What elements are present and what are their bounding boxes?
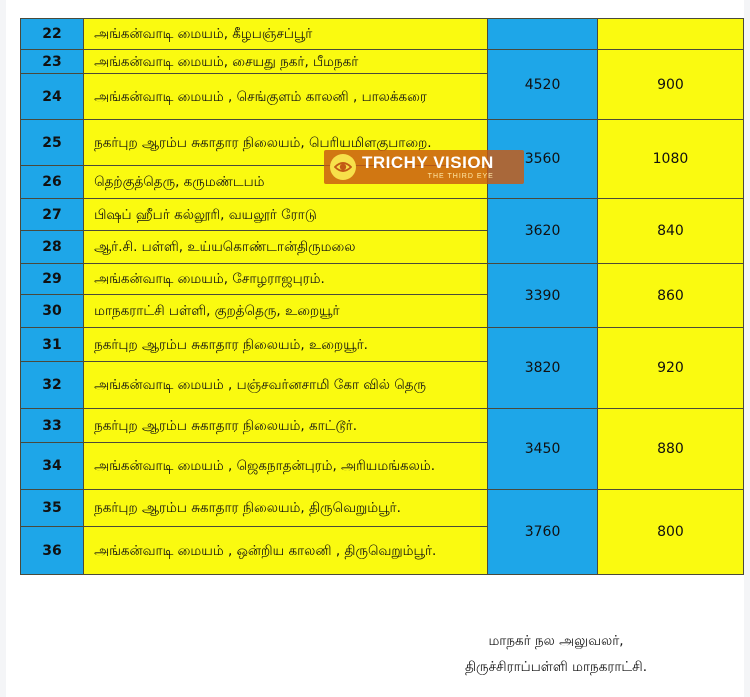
serial-number: 29 xyxy=(21,264,84,295)
signature-block xyxy=(426,628,686,680)
table-row xyxy=(21,490,744,527)
location-cell: அங்கன்வாடி மையம் , பஞ்சவர்னசாமி கோ வில் தெரு xyxy=(84,362,488,409)
serial-number: 22 xyxy=(21,19,84,50)
serial-number: 24 xyxy=(21,74,84,120)
location-cell: மாநகராட்சி பள்ளி, குறத்தெரு, உறையூர் xyxy=(84,295,488,328)
serial-number: 34 xyxy=(21,443,84,490)
watermark-tagline: THE THIRD EYE xyxy=(427,172,494,180)
location-cell: நகர்புற ஆரம்ப சுகாதார நிலையம், உறையூர். xyxy=(84,328,488,362)
value-cell-secondary: 1080 xyxy=(597,120,743,199)
value-cell-primary: 3620 xyxy=(488,199,598,264)
value-cell-primary: 3560 xyxy=(488,120,598,199)
table-row xyxy=(21,199,744,231)
value-cell-secondary: 800 xyxy=(597,490,743,575)
value-cell-secondary: 840 xyxy=(597,199,743,264)
signature-designation: மாநகர் நல அலுவலர், xyxy=(488,633,624,649)
serial-number: 36 xyxy=(21,527,84,575)
serial-number: 27 xyxy=(21,199,84,231)
location-cell: அங்கன்வாடி மையம் , ஒன்றிய காலனி , திருவெறும்பூர். xyxy=(84,527,488,575)
value-cell-secondary xyxy=(597,19,743,50)
watermark-title: TRICHY VISION xyxy=(362,152,494,172)
location-cell: தெற்குத்தெரு, கருமண்டபம் xyxy=(84,166,488,199)
value-cell-primary: 3450 xyxy=(488,409,598,490)
value-cell-primary: 4520 xyxy=(488,50,598,120)
table-row xyxy=(21,19,744,50)
serial-number: 31 xyxy=(21,328,84,362)
location-cell: நகர்புற ஆரம்ப சுகாதார நிலையம், திருவெறும்பூர். xyxy=(84,490,488,527)
serial-number: 35 xyxy=(21,490,84,527)
document-page xyxy=(6,0,744,697)
location-cell: பிஷப் ஹீபர் கல்லூரி, வயலூர் ரோடு xyxy=(84,199,488,231)
value-cell-primary xyxy=(488,19,598,50)
location-cell: ஆர்.சி. பள்ளி, உய்யகொண்டான்திருமலை xyxy=(84,231,488,264)
value-cell-secondary: 880 xyxy=(597,409,743,490)
serial-number: 33 xyxy=(21,409,84,443)
serial-number: 32 xyxy=(21,362,84,409)
value-cell-primary: 3820 xyxy=(488,328,598,409)
value-cell-secondary: 920 xyxy=(597,328,743,409)
serial-number: 26 xyxy=(21,166,84,199)
table-row xyxy=(21,50,744,74)
serial-number: 23 xyxy=(21,50,84,74)
table-row xyxy=(21,264,744,295)
value-cell-secondary: 900 xyxy=(597,50,743,120)
location-cell: அங்கன்வாடி மையம் , செங்குளம் காலனி , பாலக்கரை xyxy=(84,74,488,120)
watermark-text xyxy=(362,154,494,181)
value-cell-primary: 3390 xyxy=(488,264,598,328)
serial-number: 25 xyxy=(21,120,84,166)
watermark-logo xyxy=(324,150,524,184)
location-cell: அங்கன்வாடி மையம், சையது நகர், பீமநகர் xyxy=(84,50,488,74)
location-cell: நகர்புற ஆரம்ப சுகாதார நிலையம், காட்டூர். xyxy=(84,409,488,443)
location-cell: நகர்புற ஆரம்ப சுகாதார நிலையம், பெரியமிளகுபாறை. xyxy=(84,120,488,166)
value-cell-primary: 3760 xyxy=(488,490,598,575)
serial-number: 28 xyxy=(21,231,84,264)
signature-office: திருச்சிராப்பள்ளி மாநகராட்சி. xyxy=(465,659,647,675)
serial-number: 30 xyxy=(21,295,84,328)
location-cell: அங்கன்வாடி மையம், கீழபஞ்சப்பூர் xyxy=(84,19,488,50)
eye-icon xyxy=(330,154,356,180)
value-cell-secondary: 860 xyxy=(597,264,743,328)
location-cell: அங்கன்வாடி மையம், சோழராஜபுரம். xyxy=(84,264,488,295)
location-cell: அங்கன்வாடி மையம் , ஜெகநாதன்புரம், அரியமங்கலம். xyxy=(84,443,488,490)
table-row xyxy=(21,328,744,362)
table-row xyxy=(21,409,744,443)
data-table xyxy=(20,18,744,575)
